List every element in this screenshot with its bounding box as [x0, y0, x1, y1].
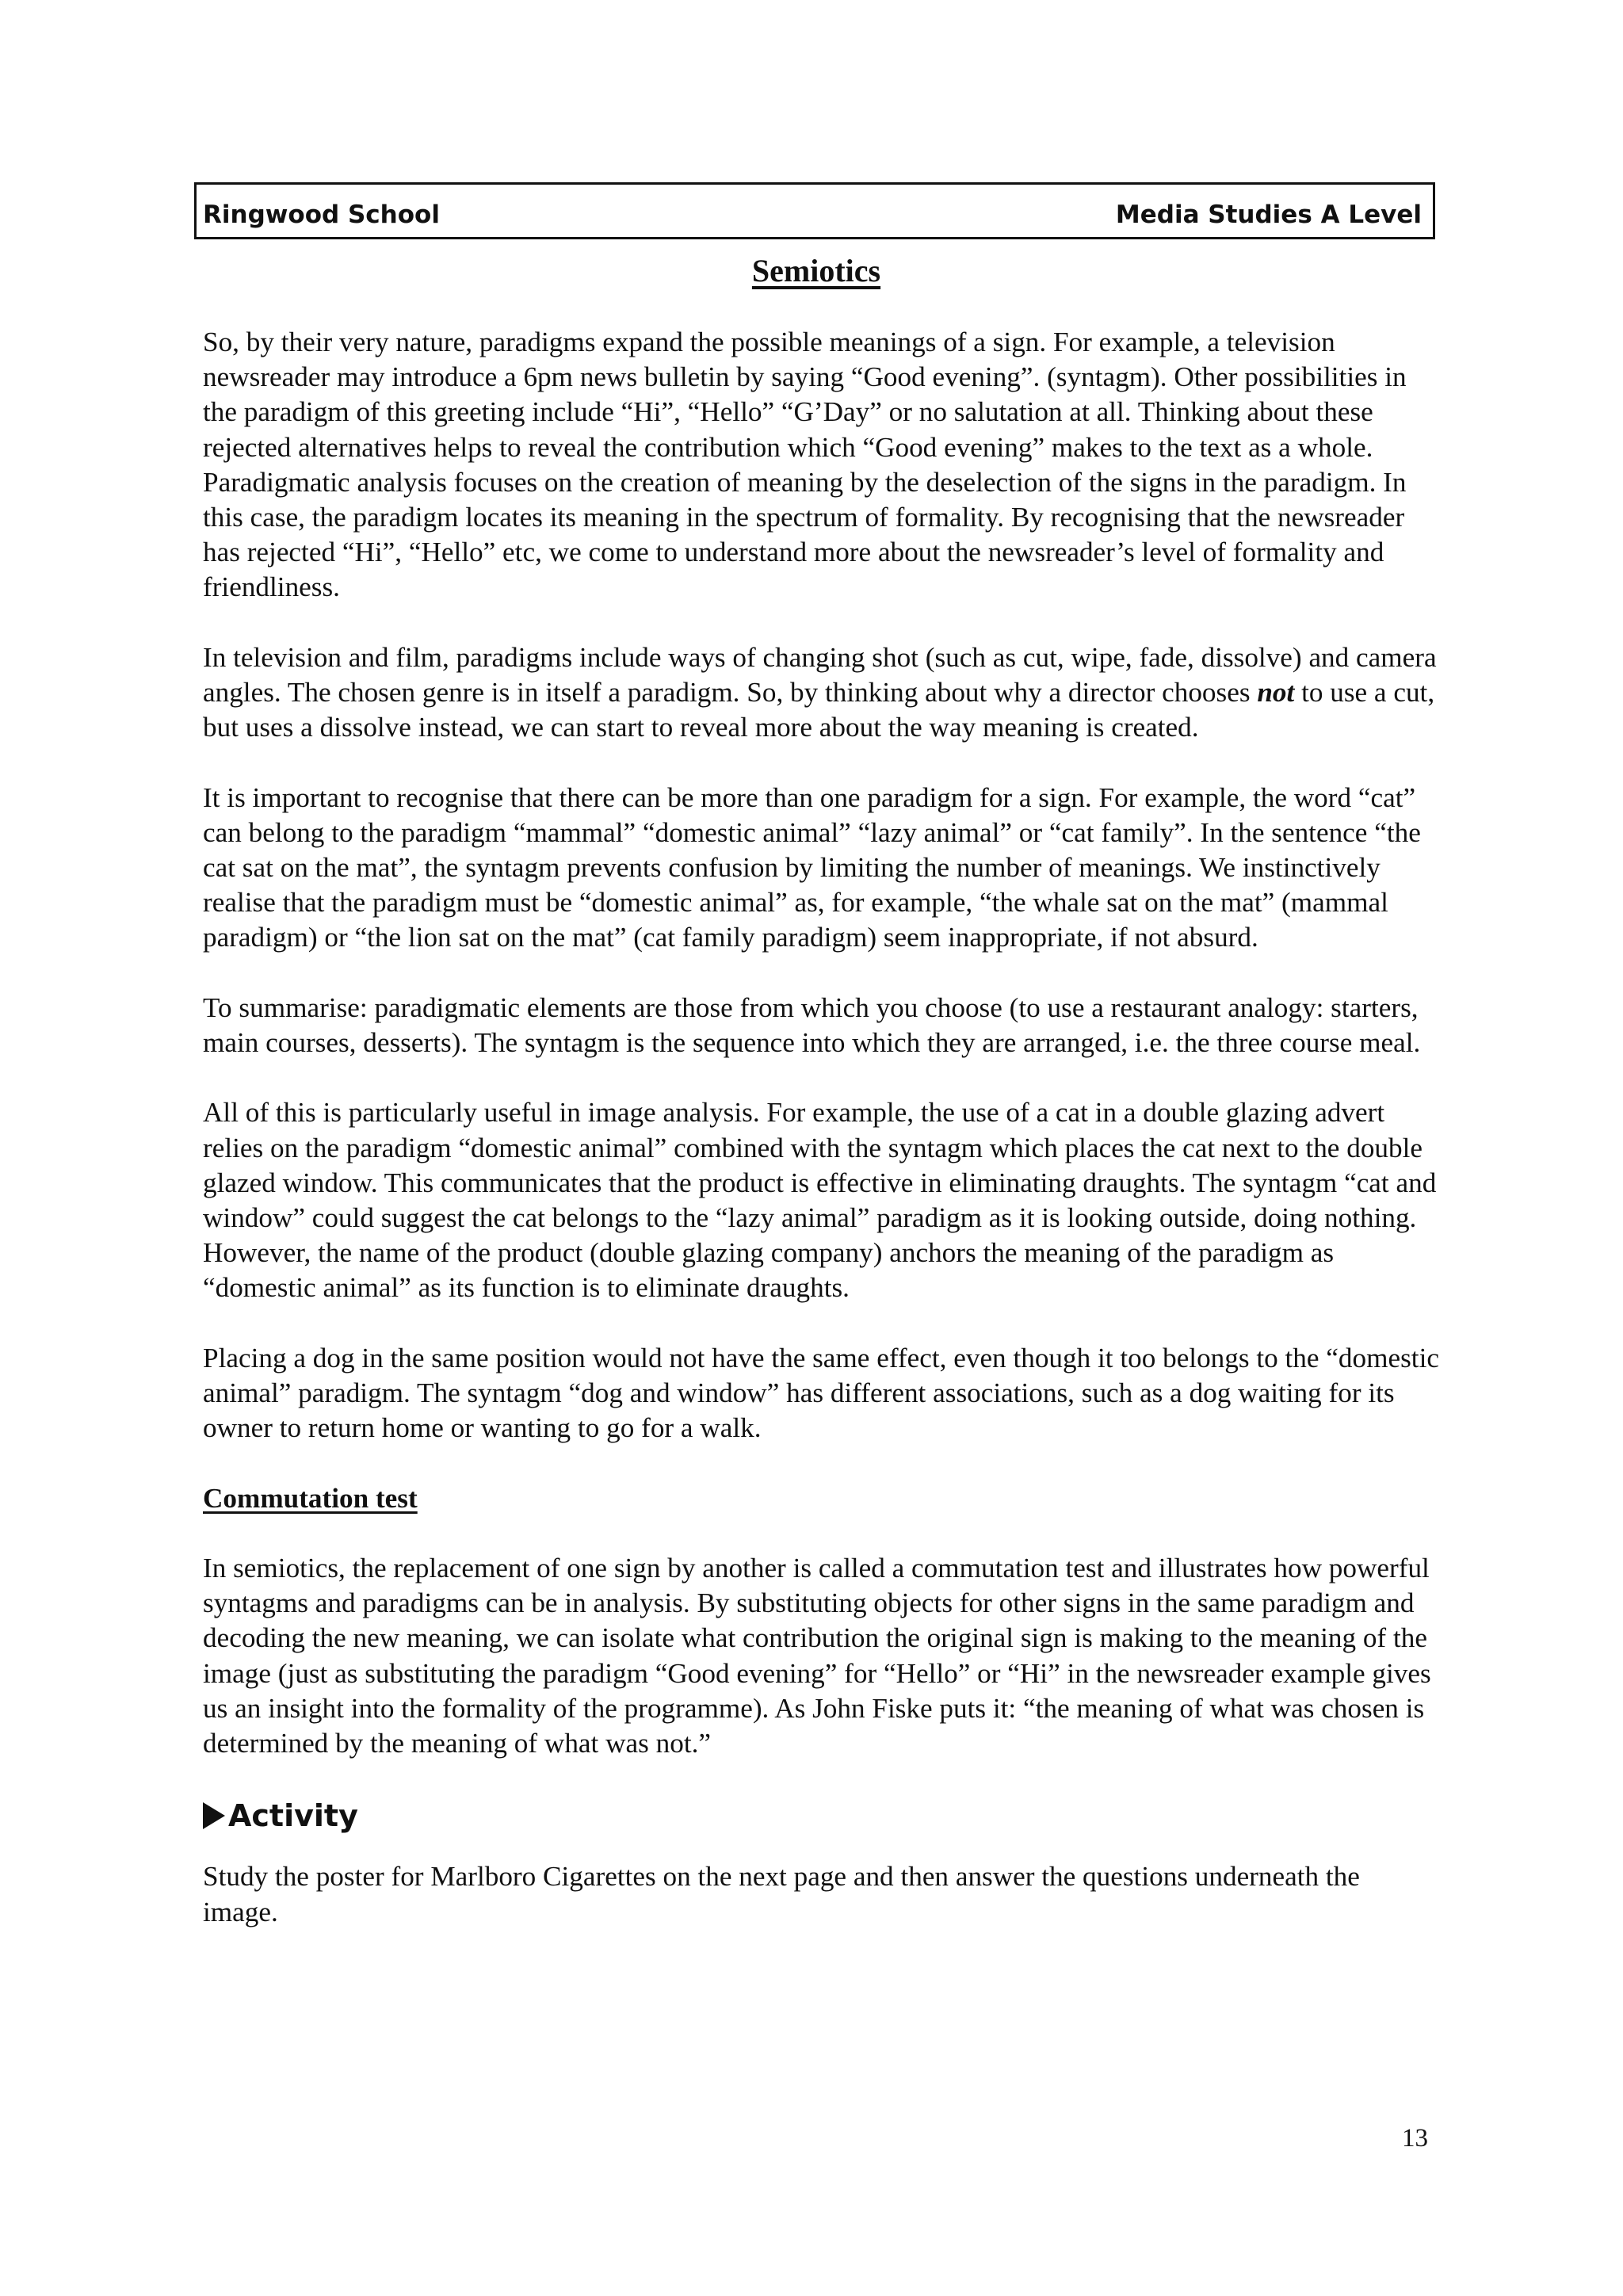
- paragraph-television-film: In television and film, paradigms include ways of changing shot (such as cut, wipe, fade, dissolve) and camera angles. The chosen genre is in itself a paradigm. So, by thinking about why a director chooses not to use a cut, but uses a dissolve instead, we can start to reveal more about the way meaning is created.: [203, 641, 1437, 743]
- paragraph-paradigms-meaning: So, by their very nature, paradigms expand the possible meanings of a sign. For example, a television newsreader may introduce a 6pm news bulletin by saying “Good evening”. (syntagm). Other possibilities in the paradigm of this greeting include “Hi”, “Hello” “G’Day” or no salutation at all. Thinking about these rejected alternatives helps to reveal the contribution which “Good evening” makes to the text as a whole. Paradigmatic analysis focuses on the creation of meaning by the deselection of the signs in the paradigm. In this case, the paradigm locates its meaning in the spectrum of formality. By recognising that the newsreader has rejected “Hi”, “Hello” etc, we come to understand more about the newsreader’s level of formality and friendliness.: [203, 327, 1407, 603]
- paragraph-summary: To summarise: paradigmatic elements are those from which you choose (to use a restaurant analogy: starters, main courses, desserts). The syntagm is the sequence into which they are arranged, i.e. the three course meal.: [203, 991, 1421, 1059]
- course-name: Media Studies A Level: [1115, 201, 1422, 229]
- page-number: 13: [1402, 2124, 1428, 2153]
- paragraph-dog-example: Placing a dog in the same position would not have the same effect, even though it too belongs to the “domestic animal” paradigm. The syntagm “dog and window” has different associations, such as a dog waiting for its owner to return home or wanting to go for a walk.: [203, 1342, 1439, 1444]
- paragraph-activity-instructions: Study the poster for Marlboro Cigarettes on the next page and then answer the questions underneath the image.: [203, 1861, 1360, 1927]
- emphasis-not: not: [1257, 677, 1295, 709]
- activity-heading: [203, 1796, 1439, 1836]
- activity-label: Activity: [228, 1798, 358, 1834]
- document-body: [203, 325, 1439, 1965]
- paragraph-image-analysis: All of this is particularly useful in image analysis. For example, the use of a cat in a double glazing advert relies on the paradigm “domestic animal” combined with the syntagm which places the cat next to the double glazed window. This communicates that the product is effective in eliminating draughts. The syntagm “cat and window” could suggest the cat belongs to the “lazy animal” paradigm as it is looking outside, doing nothing. However, the name of the product (double glazing company) anchors the meaning of the paradigm as “domestic animal” as its function is to eliminate draughts.: [203, 1097, 1437, 1304]
- triangle-right-icon: [203, 1802, 225, 1829]
- paragraph-multiple-paradigms: It is important to recognise that there can be more than one paradigm for a sign. For example, the word “cat” can belong to the paradigm “mammal” “domestic animal” “lazy animal” or “cat family”. In the sentence “the cat sat on the mat”, the syntagm prevents confusion by limiting the number of meanings. We instinctively realise that the paradigm must be “domestic animal” as, for example, “the whale sat on the mat” (mammal paradigm) or “the lion sat on the mat” (cat family paradigm) seem inappropriate, if not absurd.: [203, 781, 1421, 953]
- subheading-commutation-test: Commutation test: [203, 1482, 418, 1514]
- paragraph-commutation-test: In semiotics, the replacement of one sign by another is called a commutation test and illustrates how powerful syntagms and paradigms can be in analysis. By substituting objects for other signs in the same paradigm and decoding the new meaning, we can isolate what contribution the original sign is making to the meaning of the image (just as substituting the paradigm “Good evening” for “Hello” or “Hi” in the newsreader example gives us an insight into the formality of the programme). As John Fiske puts it: “the meaning of what was chosen is determined by the meaning of what was not.”: [203, 1553, 1431, 1759]
- school-name: Ringwood School: [203, 201, 440, 229]
- page-header: [194, 182, 1435, 239]
- page-title: Semiotics: [751, 253, 881, 288]
